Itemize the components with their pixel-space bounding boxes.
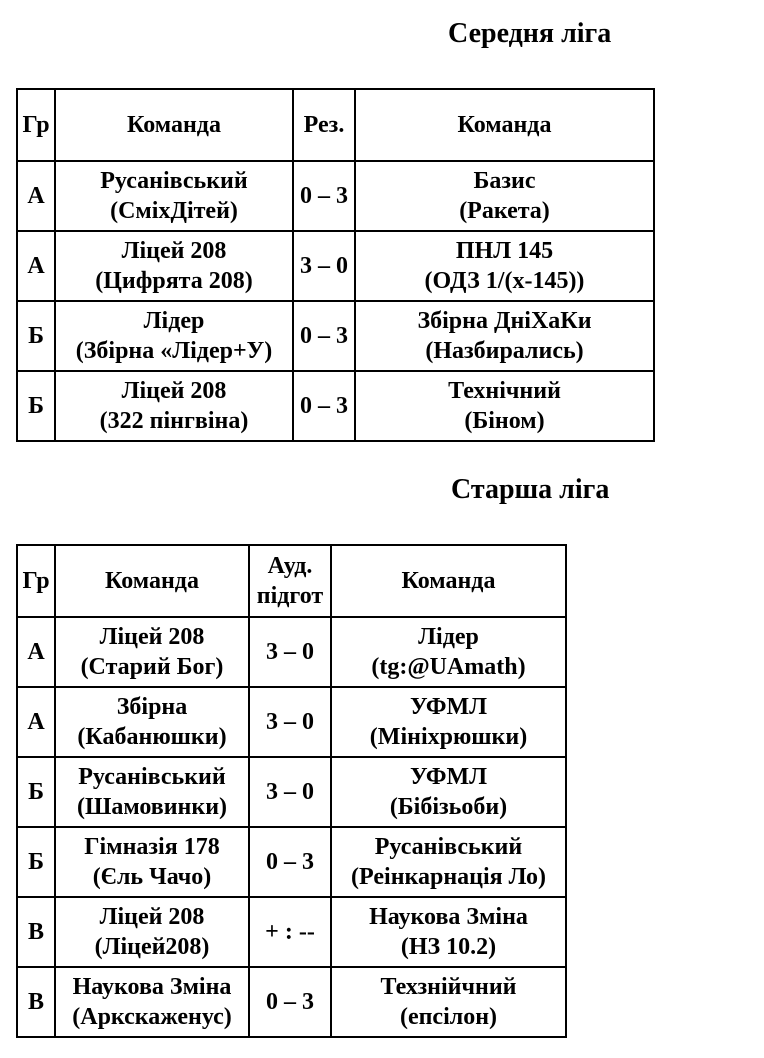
team1-cell — [55, 757, 249, 827]
table-row — [17, 967, 566, 1037]
team1-cell — [55, 897, 249, 967]
table-row — [17, 757, 566, 827]
result-cell: 3 – 0 — [249, 617, 331, 687]
team2-cell — [331, 617, 566, 687]
team1-cell — [55, 301, 293, 371]
table-row — [17, 687, 566, 757]
team-name: УФМЛ — [410, 694, 487, 720]
result-cell: 0 – 3 — [249, 967, 331, 1037]
header-team2: Команда — [355, 89, 654, 161]
team-name: Ліцей 208 — [121, 378, 227, 404]
team1-cell — [55, 371, 293, 441]
team-alias: (Ліцей208) — [94, 934, 210, 960]
team-alias: (Шамовинки) — [76, 794, 228, 820]
team-name: Русанівський — [374, 834, 523, 860]
header-group: Гр — [17, 89, 55, 161]
team-name: Лідер — [418, 624, 479, 650]
team-alias: (Кабанюшки) — [77, 724, 227, 750]
team-name: ПНЛ 145 — [455, 238, 554, 264]
team-name: Збірна ДніХаКи — [417, 308, 592, 334]
table-row — [17, 161, 654, 231]
header-result — [249, 545, 331, 617]
team-name: Збірна — [116, 694, 188, 720]
team1-cell — [55, 687, 249, 757]
group-cell: Б — [17, 301, 55, 371]
team2-cell — [331, 897, 566, 967]
table-header-row — [17, 89, 654, 161]
result-cell: + : -- — [249, 897, 331, 967]
senior-league-title: Старша ліга — [451, 474, 610, 505]
team1-cell — [55, 161, 293, 231]
team-name: Базис — [473, 168, 536, 194]
team-name: Ліцей 208 — [99, 904, 205, 930]
middle-league-title: Середня ліга — [448, 18, 612, 49]
table-row — [17, 231, 654, 301]
header-group: Гр — [17, 545, 55, 617]
team1-cell — [55, 617, 249, 687]
team-alias: (Старий Бог) — [80, 654, 224, 680]
table-row — [17, 897, 566, 967]
team-name: Русанівський — [78, 764, 226, 790]
team2-cell — [355, 161, 654, 231]
header-team1: Команда — [55, 545, 249, 617]
result-cell: 3 – 0 — [249, 757, 331, 827]
team-alias: (НЗ 10.2) — [400, 934, 497, 960]
result-cell: 0 – 3 — [293, 301, 355, 371]
team-alias: (епсілон) — [399, 1004, 498, 1030]
team2-cell — [355, 231, 654, 301]
team-name: Технічний — [448, 378, 561, 404]
team-name: Гімназія 178 — [84, 834, 220, 860]
result-cell: 0 – 3 — [293, 371, 355, 441]
senior-league-table — [16, 544, 567, 1038]
team2-cell — [331, 757, 566, 827]
team-alias: (322 пінгвіна) — [99, 408, 249, 434]
team-alias: (Ракета) — [459, 198, 550, 224]
team-name: Ліцей 208 — [99, 624, 205, 650]
team-name: Лідер — [143, 308, 205, 334]
result-cell: 0 – 3 — [293, 161, 355, 231]
team-name: Техзнійчний — [380, 974, 517, 1000]
table-row — [17, 617, 566, 687]
team-alias: (Мініхрюшки) — [369, 724, 528, 750]
result-cell: 3 – 0 — [249, 687, 331, 757]
team1-cell — [55, 231, 293, 301]
group-cell: А — [17, 687, 55, 757]
team-name: УФМЛ — [410, 764, 487, 790]
group-cell: А — [17, 617, 55, 687]
team-alias: (Реінкарнація Ло) — [351, 864, 546, 890]
result-cell: 0 – 3 — [249, 827, 331, 897]
team-alias: (Бібізьоби) — [389, 794, 508, 820]
team-name: Русанівський — [100, 168, 248, 194]
group-cell: А — [17, 161, 55, 231]
team2-cell — [331, 827, 566, 897]
team1-cell — [55, 827, 249, 897]
team-alias: (tg:@UAmath) — [371, 654, 526, 680]
header-team2: Команда — [331, 545, 566, 617]
header-team1: Команда — [55, 89, 293, 161]
table-row — [17, 827, 566, 897]
team2-cell — [331, 967, 566, 1037]
table-row — [17, 301, 654, 371]
group-cell: Б — [17, 371, 55, 441]
table-row — [17, 371, 654, 441]
team2-cell — [355, 301, 654, 371]
result-cell: 3 – 0 — [293, 231, 355, 301]
team-alias: (Збірна «Лідер+У) — [75, 338, 273, 364]
table-header-row — [17, 545, 566, 617]
header-result-line2: підгот — [256, 583, 324, 609]
team-alias: (СміхДітей) — [110, 198, 238, 224]
team-alias: (Назбирались) — [425, 338, 584, 364]
team2-cell — [355, 371, 654, 441]
header-result-line1: Ауд. — [267, 553, 313, 579]
group-cell: Б — [17, 827, 55, 897]
team-alias: (Аркскаженус) — [72, 1004, 232, 1030]
team1-cell — [55, 967, 249, 1037]
middle-league-table — [16, 88, 655, 442]
team-name: Ліцей 208 — [121, 238, 227, 264]
group-cell: В — [17, 897, 55, 967]
team2-cell — [331, 687, 566, 757]
team-alias: (Біном) — [464, 408, 545, 434]
group-cell: Б — [17, 757, 55, 827]
group-cell: А — [17, 231, 55, 301]
team-name: Наукова Зміна — [369, 904, 528, 930]
team-alias: (ОДЗ 1/(x-145)) — [424, 268, 585, 294]
group-cell: В — [17, 967, 55, 1037]
team-alias: (Єль Чачо) — [92, 864, 212, 890]
team-name: Наукова Зміна — [72, 974, 232, 1000]
header-result: Рез. — [293, 89, 355, 161]
team-alias: (Цифрята 208) — [95, 268, 253, 294]
